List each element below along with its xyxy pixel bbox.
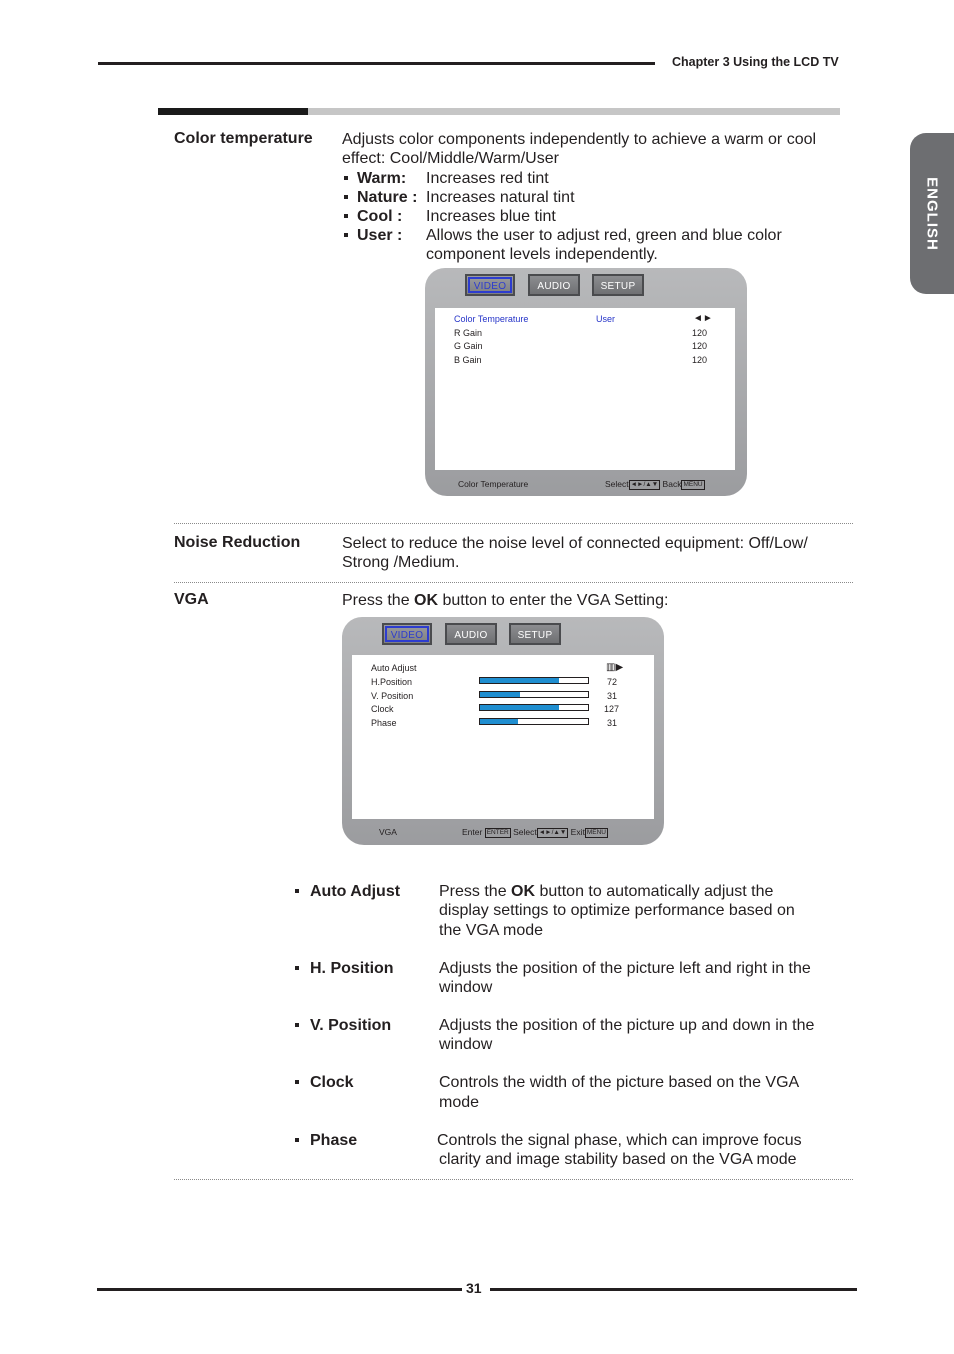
osd-tab-video: VIDEO: [382, 623, 432, 645]
enter-label: Enter: [462, 827, 483, 837]
header-rule: [98, 62, 655, 65]
vga-intro-post: button to enter the VGA Setting:: [438, 592, 669, 609]
ok-keyword: OK: [414, 592, 439, 609]
osd-row-value: 72: [607, 677, 618, 687]
bullet: [295, 1080, 299, 1084]
osd-row-name: V. Position: [371, 691, 414, 701]
term-warm-text: Increases red tint: [426, 170, 549, 187]
line-post: button to automatically adjust the: [535, 883, 774, 900]
osd-row-name: Color Temperature: [454, 314, 529, 324]
vga-item-line: Adjusts the position of the picture up and down in the: [439, 1017, 815, 1034]
menu-key-icon: MENU: [683, 480, 703, 488]
section-bar-dark: [158, 108, 308, 115]
desc-line-2: Strong /Medium.: [342, 554, 460, 571]
osd-row-value: 31: [607, 718, 618, 728]
select-label: Select: [605, 479, 629, 489]
osd-row-name: Auto Adjust: [371, 663, 417, 673]
chapter-title: Chapter 3 Using the LCD TV: [672, 55, 839, 69]
osd-footer-hints: [605, 479, 705, 490]
vga-item-line: the VGA mode: [439, 922, 544, 939]
bullet: [295, 1023, 299, 1027]
noise-reduction-label: Noise Reduction: [174, 534, 301, 551]
exit-label: Exit: [570, 827, 585, 837]
language-tab: [910, 133, 954, 294]
term-cool-text: Increases blue tint: [426, 208, 556, 225]
vga-item-line: window: [439, 979, 493, 996]
bullet: [295, 966, 299, 970]
osd-color-temperature-screenshot: [425, 268, 747, 496]
arrow-keys-icon: ◄►/▲▼: [630, 480, 659, 488]
noise-reduction-desc: [342, 534, 808, 572]
bullet: [295, 889, 299, 893]
vga-item-line: [439, 882, 773, 901]
vga-item-term: V. Position: [310, 1017, 392, 1034]
osd-panel: [352, 655, 654, 819]
footer-rule-right: [490, 1288, 857, 1291]
osd-row-value: 31: [607, 691, 618, 701]
vga-item-term: Auto Adjust: [310, 883, 401, 900]
term-nature-text: Increases natural tint: [426, 189, 575, 206]
back-label: Back: [662, 479, 682, 489]
color-temperature-desc: [342, 130, 816, 168]
desc-line-1: Adjusts color components independently to achieve a warm or cool: [342, 131, 817, 148]
osd-row-value: User: [596, 314, 616, 324]
enter-key-icon: ENTER: [486, 828, 509, 836]
divider: [174, 523, 853, 524]
h-position-slider: [479, 677, 589, 684]
menu-key-icon: MENU: [586, 828, 606, 836]
term-nature: Nature :: [357, 189, 418, 206]
osd-row-value: 120: [692, 341, 708, 351]
bullet: [344, 176, 348, 180]
term-cool: Cool :: [357, 208, 403, 225]
osd-row-name: G Gain: [454, 341, 483, 351]
osd-footer-title: VGA: [379, 827, 397, 837]
osd-tab-audio: AUDIO: [445, 623, 497, 645]
divider: [174, 582, 853, 583]
osd-row-value: 120: [692, 355, 708, 365]
v-position-slider: [479, 691, 589, 698]
footer-rule-left: [97, 1288, 462, 1291]
osd-row-name: B Gain: [454, 355, 482, 365]
slider-fill: [480, 692, 520, 697]
bullet: [344, 233, 348, 237]
line-pre: Press the: [439, 883, 512, 900]
desc-line-2: effect: Cool/Middle/Warm/User: [342, 150, 559, 167]
osd-tab-audio: AUDIO: [528, 274, 580, 296]
slider-fill: [480, 678, 559, 683]
language-tab-label: ENGLISH: [923, 176, 941, 251]
page-number: 31: [466, 1280, 482, 1296]
osd-row-value: 127: [604, 704, 620, 714]
osd-footer-hints: [462, 827, 608, 838]
desc-line-1: Select to reduce the noise level of connected equipment: Off/Low/: [342, 535, 808, 552]
vga-item-line: window: [439, 1036, 493, 1053]
vga-item-term: Clock: [310, 1074, 354, 1091]
term-user-text: Allows the user to adjust red, green and blue color: [426, 227, 782, 244]
vga-item-line: Adjusts the position of the picture left and right in the: [439, 960, 811, 977]
enter-arrow-icon: ▥▶: [606, 662, 624, 673]
vga-item-term: Phase: [310, 1132, 358, 1149]
term-warm: Warm:: [357, 170, 407, 187]
vga-label: VGA: [174, 591, 209, 608]
select-label: Select: [513, 827, 537, 837]
vga-item-line: clarity and image stability based on the VGA mode: [439, 1151, 797, 1168]
color-temperature-label: Color temperature: [174, 130, 313, 147]
vga-item-term: H. Position: [310, 960, 394, 977]
vga-intro-pre: Press the: [342, 592, 415, 609]
osd-row-name: R Gain: [454, 328, 483, 338]
osd-tab-video: VIDEO: [465, 274, 515, 296]
osd-row-name: Clock: [371, 704, 394, 714]
bullet: [344, 195, 348, 199]
arrow-keys-icon: ◄►/▲▼: [538, 828, 567, 836]
left-right-arrows-icon: ◄►: [693, 313, 713, 324]
section-bar-light: [308, 108, 840, 115]
phase-slider: [479, 718, 589, 725]
vga-item-line: Controls the signal phase, which can improve focus: [437, 1132, 802, 1149]
vga-item-line: display settings to optimize performance based on: [439, 902, 795, 919]
osd-vga-screenshot: [342, 617, 664, 845]
osd-footer-title: Color Temperature: [458, 479, 529, 489]
osd-tab-setup: SETUP: [509, 623, 561, 645]
bullet: [344, 214, 348, 218]
slider-fill: [480, 719, 518, 724]
osd-row-name: Phase: [371, 718, 397, 728]
clock-slider: [479, 704, 589, 711]
osd-row-name: H.Position: [371, 677, 413, 687]
osd-panel: [435, 308, 735, 470]
osd-tab-setup: SETUP: [592, 274, 644, 296]
ok-keyword: OK: [511, 883, 536, 900]
vga-item-line: Controls the width of the picture based on the VGA: [439, 1074, 800, 1091]
slider-fill: [480, 705, 559, 710]
divider: [174, 1179, 853, 1180]
term-user-text-2: component levels independently.: [426, 246, 658, 263]
vga-item-line: mode: [439, 1094, 480, 1111]
vga-intro: [342, 591, 668, 610]
term-user: User :: [357, 227, 403, 244]
bullet: [295, 1138, 299, 1142]
osd-row-value: 120: [692, 328, 708, 338]
